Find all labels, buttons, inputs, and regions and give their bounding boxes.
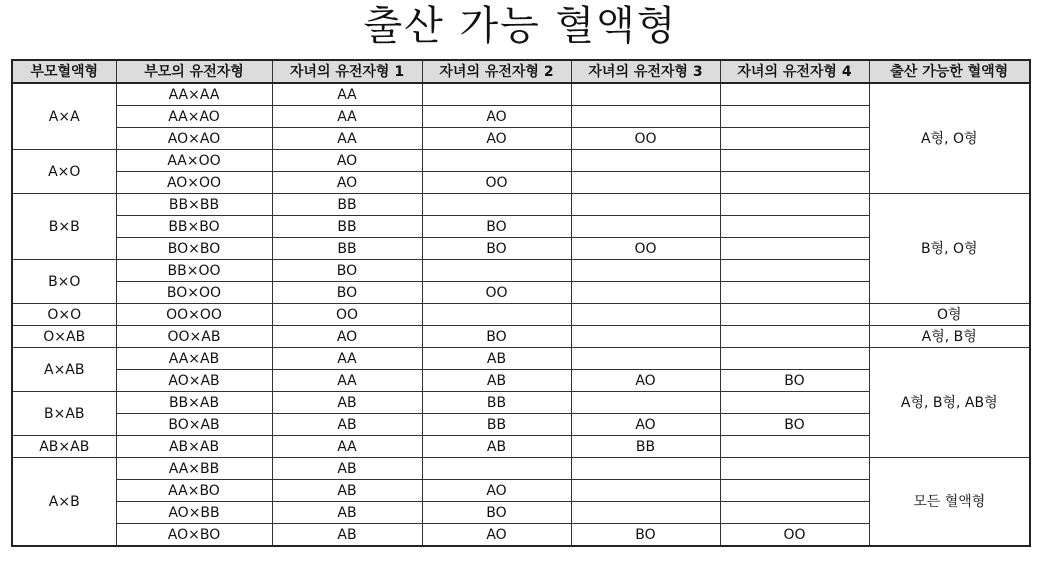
parent-genotype-cell: BB×BB <box>116 194 272 216</box>
header-row <box>12 60 1030 83</box>
child-genotype-4-cell <box>720 326 869 348</box>
parent-blood-type-cell: A×A <box>12 83 116 150</box>
parent-genotype-cell: AO×AB <box>116 370 272 392</box>
child-genotype-2-cell <box>422 150 571 172</box>
child-genotype-2-cell <box>422 83 571 106</box>
parent-genotype-cell: AO×OO <box>116 172 272 194</box>
child-genotype-3-cell <box>571 216 720 238</box>
parent-genotype-cell: AA×AO <box>116 106 272 128</box>
child-genotype-2-cell: AO <box>422 106 571 128</box>
child-genotype-1-cell: AB <box>272 524 422 547</box>
child-genotype-2-cell: AB <box>422 370 571 392</box>
table-body <box>12 83 1030 546</box>
parent-genotype-cell: OO×AB <box>116 326 272 348</box>
header-parent-type: 부모혈액형 <box>12 60 116 83</box>
child-genotype-4-cell <box>720 150 869 172</box>
child-genotype-3-cell: BB <box>571 436 720 458</box>
header-child-genotype-4: 자녀의 유전자형 4 <box>720 60 869 83</box>
parent-blood-type-cell: B×O <box>12 260 116 304</box>
child-genotype-4-cell <box>720 128 869 150</box>
child-genotype-4-cell: OO <box>720 524 869 547</box>
parent-genotype-cell: AA×BO <box>116 480 272 502</box>
parent-blood-type-cell: B×B <box>12 194 116 260</box>
child-genotype-3-cell: AO <box>571 414 720 436</box>
child-genotype-4-cell <box>720 458 869 480</box>
header-child-genotype-2: 자녀의 유전자형 2 <box>422 60 571 83</box>
child-genotype-4-cell <box>720 238 869 260</box>
child-genotype-3-cell: OO <box>571 128 720 150</box>
child-genotype-2-cell: AB <box>422 348 571 370</box>
child-genotype-4-cell <box>720 172 869 194</box>
parent-genotype-cell: BO×OO <box>116 282 272 304</box>
parent-genotype-cell: BO×AB <box>116 414 272 436</box>
possible-blood-types-cell: O형 <box>869 304 1030 326</box>
child-genotype-2-cell: BO <box>422 326 571 348</box>
parent-blood-type-cell: A×B <box>12 458 116 547</box>
child-genotype-1-cell: AB <box>272 480 422 502</box>
parent-genotype-cell: AA×AB <box>116 348 272 370</box>
child-genotype-4-cell <box>720 260 869 282</box>
child-genotype-4-cell: BO <box>720 414 869 436</box>
possible-blood-types-cell: A형, B형, AB형 <box>869 348 1030 458</box>
child-genotype-2-cell: AO <box>422 524 571 547</box>
child-genotype-4-cell <box>720 106 869 128</box>
parent-genotype-cell: BO×BO <box>116 238 272 260</box>
child-genotype-4-cell <box>720 304 869 326</box>
child-genotype-3-cell <box>571 304 720 326</box>
table-row <box>12 194 1030 216</box>
child-genotype-4-cell <box>720 282 869 304</box>
child-genotype-1-cell: AB <box>272 414 422 436</box>
child-genotype-2-cell: OO <box>422 172 571 194</box>
blood-type-table <box>11 59 1031 547</box>
child-genotype-1-cell: BB <box>272 238 422 260</box>
possible-blood-types-cell: 모든 혈액형 <box>869 458 1030 547</box>
child-genotype-2-cell: BO <box>422 502 571 524</box>
child-genotype-1-cell: AB <box>272 458 422 480</box>
child-genotype-3-cell <box>571 480 720 502</box>
child-genotype-2-cell: BO <box>422 238 571 260</box>
child-genotype-1-cell: BO <box>272 260 422 282</box>
child-genotype-1-cell: AO <box>272 326 422 348</box>
table-row <box>12 458 1030 480</box>
child-genotype-1-cell: AA <box>272 370 422 392</box>
child-genotype-1-cell: AA <box>272 106 422 128</box>
child-genotype-4-cell <box>720 83 869 106</box>
child-genotype-4-cell <box>720 348 869 370</box>
page-title: 출산 가능 혈액형 <box>363 3 678 49</box>
child-genotype-1-cell: BB <box>272 216 422 238</box>
child-genotype-2-cell: BB <box>422 392 571 414</box>
child-genotype-3-cell <box>571 260 720 282</box>
possible-blood-types-cell: A형, B형 <box>869 326 1030 348</box>
child-genotype-3-cell <box>571 83 720 106</box>
child-genotype-3-cell: OO <box>571 238 720 260</box>
parent-genotype-cell: OO×OO <box>116 304 272 326</box>
child-genotype-3-cell <box>571 106 720 128</box>
table-row <box>12 83 1030 106</box>
child-genotype-4-cell <box>720 194 869 216</box>
child-genotype-2-cell: OO <box>422 282 571 304</box>
parent-blood-type-cell: A×O <box>12 150 116 194</box>
child-genotype-3-cell <box>571 348 720 370</box>
child-genotype-3-cell <box>571 326 720 348</box>
child-genotype-4-cell <box>720 480 869 502</box>
child-genotype-2-cell: BB <box>422 414 571 436</box>
child-genotype-2-cell <box>422 260 571 282</box>
possible-blood-types-cell: A형, O형 <box>869 83 1030 194</box>
parent-genotype-cell: AO×BB <box>116 502 272 524</box>
header-child-genotype-1: 자녀의 유전자형 1 <box>272 60 422 83</box>
parent-genotype-cell: BB×AB <box>116 392 272 414</box>
parent-blood-type-cell: O×O <box>12 304 116 326</box>
parent-genotype-cell: AB×AB <box>116 436 272 458</box>
child-genotype-3-cell <box>571 150 720 172</box>
child-genotype-1-cell: AA <box>272 83 422 106</box>
child-genotype-3-cell <box>571 282 720 304</box>
header-child-genotype-3: 자녀의 유전자형 3 <box>571 60 720 83</box>
header-parent-genotype: 부모의 유전자형 <box>116 60 272 83</box>
child-genotype-1-cell: AB <box>272 392 422 414</box>
header-possible-types: 출산 가능한 혈액형 <box>869 60 1030 83</box>
child-genotype-2-cell <box>422 304 571 326</box>
parent-genotype-cell: AA×AA <box>116 83 272 106</box>
table-row <box>12 304 1030 326</box>
parent-blood-type-cell: B×AB <box>12 392 116 436</box>
child-genotype-2-cell: AO <box>422 480 571 502</box>
child-genotype-4-cell <box>720 392 869 414</box>
parent-blood-type-cell: AB×AB <box>12 436 116 458</box>
possible-blood-types-cell: B형, O형 <box>869 194 1030 304</box>
parent-genotype-cell: BB×OO <box>116 260 272 282</box>
parent-genotype-cell: AA×BB <box>116 458 272 480</box>
child-genotype-4-cell <box>720 502 869 524</box>
child-genotype-2-cell: AO <box>422 128 571 150</box>
child-genotype-1-cell: AA <box>272 436 422 458</box>
child-genotype-3-cell <box>571 194 720 216</box>
child-genotype-4-cell <box>720 436 869 458</box>
child-genotype-1-cell: AA <box>272 128 422 150</box>
child-genotype-2-cell: AB <box>422 436 571 458</box>
child-genotype-2-cell <box>422 458 571 480</box>
child-genotype-1-cell: BO <box>272 282 422 304</box>
child-genotype-4-cell: BO <box>720 370 869 392</box>
table-row <box>12 326 1030 348</box>
child-genotype-1-cell: AO <box>272 172 422 194</box>
child-genotype-1-cell: AA <box>272 348 422 370</box>
parent-genotype-cell: AO×BO <box>116 524 272 547</box>
child-genotype-2-cell: BO <box>422 216 571 238</box>
table-row <box>12 348 1030 370</box>
parent-genotype-cell: AO×AO <box>116 128 272 150</box>
child-genotype-1-cell: AB <box>272 502 422 524</box>
child-genotype-1-cell: OO <box>272 304 422 326</box>
parent-genotype-cell: AA×OO <box>116 150 272 172</box>
parent-genotype-cell: BB×BO <box>116 216 272 238</box>
child-genotype-3-cell <box>571 392 720 414</box>
child-genotype-3-cell: BO <box>571 524 720 547</box>
child-genotype-4-cell <box>720 216 869 238</box>
child-genotype-3-cell <box>571 172 720 194</box>
child-genotype-1-cell: AO <box>272 150 422 172</box>
child-genotype-3-cell <box>571 458 720 480</box>
parent-blood-type-cell: O×AB <box>12 326 116 348</box>
child-genotype-3-cell: AO <box>571 370 720 392</box>
child-genotype-3-cell <box>571 502 720 524</box>
parent-blood-type-cell: A×AB <box>12 348 116 392</box>
child-genotype-2-cell <box>422 194 571 216</box>
child-genotype-1-cell: BB <box>272 194 422 216</box>
